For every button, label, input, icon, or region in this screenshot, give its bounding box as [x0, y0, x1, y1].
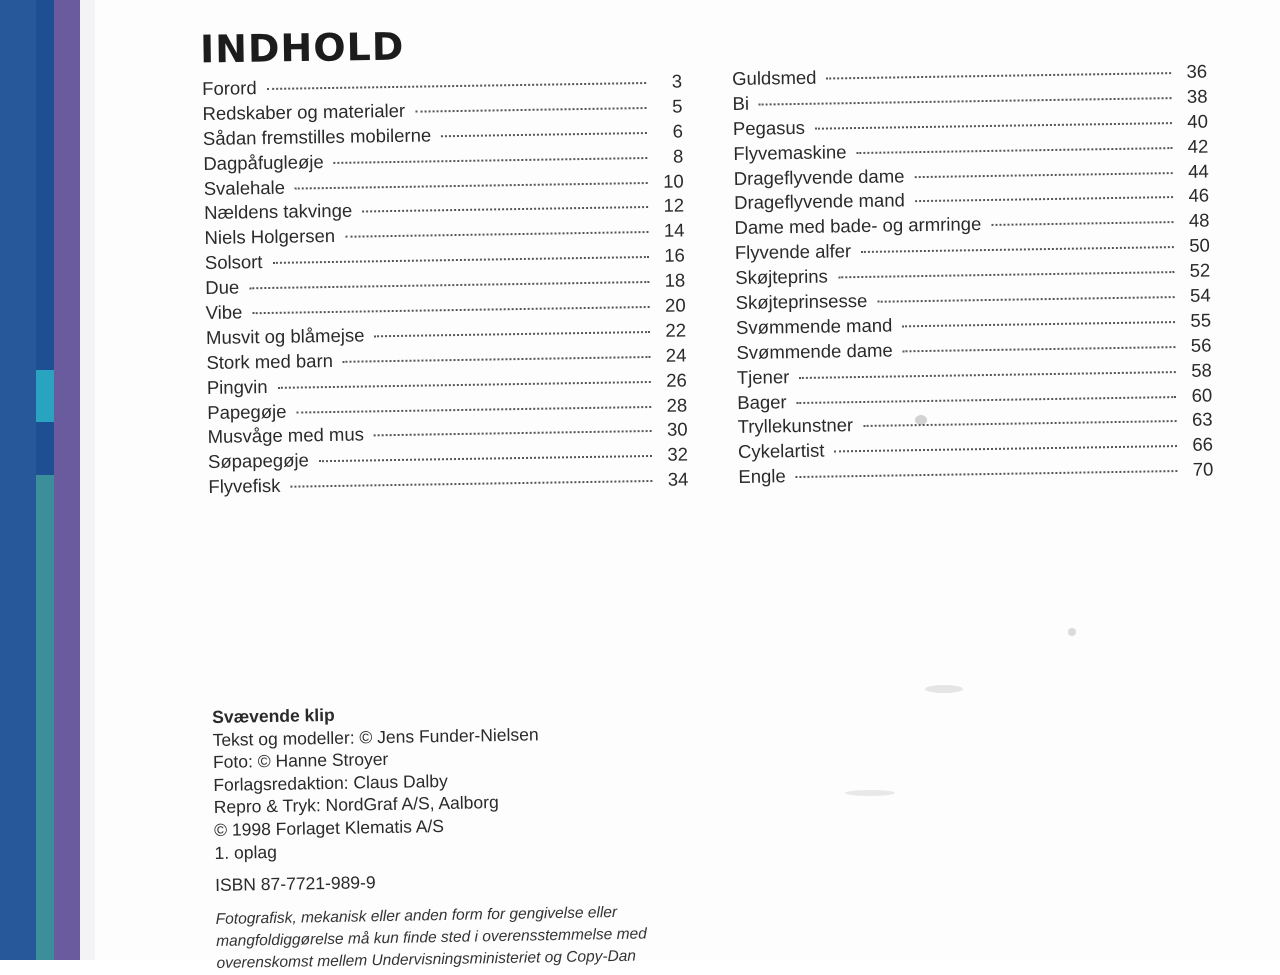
toc-entry-title: Bager	[737, 390, 787, 413]
toc-entry-page: 38	[1186, 85, 1208, 107]
toc-entry-title: Dame med bade- og armringe	[734, 213, 982, 239]
toc-entry-title: Due	[205, 276, 240, 299]
toc-entry-page: 10	[662, 170, 684, 192]
toc-dot-leader	[991, 221, 1173, 226]
imprint-line: Tekst og modeller: © Jens Funder-Nielsen	[212, 723, 539, 750]
book-title: Svævende klip	[212, 704, 335, 727]
toc-entry-title: Tryllekunstner	[737, 414, 854, 438]
toc-dot-leader	[249, 281, 649, 289]
page-title: INDHOLD	[199, 24, 405, 72]
toc-entry-title: Sådan fremstilles mobilerne	[202, 124, 432, 149]
smudge-mark	[845, 790, 895, 796]
toc-entry-page: 70	[1192, 458, 1214, 481]
toc-right-column	[732, 61, 1214, 492]
toc-dot-leader	[290, 480, 652, 488]
toc-entry-title: Vibe	[205, 301, 243, 323]
toc-dot-leader	[334, 157, 648, 164]
toc-entry-page: 56	[1190, 334, 1212, 356]
smudge-mark	[925, 685, 963, 693]
toc-left-column	[202, 70, 689, 501]
toc-entry-title: Pingvin	[206, 375, 268, 398]
toc-entry-title: Flyvende alfer	[734, 240, 852, 264]
toc-dot-leader	[362, 206, 648, 212]
imprint-line: Repro & Tryk: NordGraf A/S, Aalborg	[213, 792, 499, 818]
spine-stripe-blue	[0, 0, 36, 960]
toc-dot-leader	[252, 306, 649, 314]
toc-entry-page: 32	[667, 443, 689, 466]
toc-entry-title: Svalehale	[203, 176, 286, 199]
toc-entry-page: 16	[664, 244, 686, 266]
legal-notice	[216, 900, 737, 975]
spine-stripe-teal	[36, 475, 54, 960]
toc-dot-leader	[796, 470, 1178, 478]
toc-entry-page: 42	[1187, 135, 1209, 157]
toc-entry-page: 22	[665, 319, 687, 341]
toc-entry-page: 46	[1188, 184, 1210, 207]
toc-entry-page: 48	[1188, 209, 1210, 232]
toc-entry-page: 54	[1189, 284, 1211, 306]
toc-entry-page: 18	[664, 269, 686, 291]
toc-entry-page: 34	[667, 468, 689, 490]
toc-entry-title: Papegøje	[207, 400, 287, 423]
toc-entry-title: Bi	[732, 92, 750, 114]
toc-entry-page: 12	[663, 194, 685, 217]
toc-entry-page: 24	[665, 344, 687, 366]
toc-entry-title: Dagpåfugleøje	[203, 150, 324, 174]
imprint-line: © 1998 Forlaget Klematis A/S	[213, 815, 445, 840]
toc-entry-page: 55	[1190, 309, 1212, 331]
toc-dot-leader	[856, 147, 1172, 154]
toc-entry-title: Musvit og blåmejse	[205, 324, 365, 348]
toc-entry-title: Musvåge med mus	[207, 423, 365, 448]
toc-entry-page: 66	[1192, 433, 1214, 456]
toc-dot-leader	[343, 356, 651, 363]
toc-entry-title: Svømmende dame	[736, 339, 893, 363]
toc-dot-leader	[826, 72, 1171, 79]
toc-dot-leader	[319, 455, 652, 462]
toc-entry-title: Svømmende mand	[735, 314, 893, 338]
toc-entry-page: 8	[672, 145, 684, 167]
toc-entry-title: Skøjteprinsesse	[735, 289, 868, 313]
imprint-line: 1. oplag	[214, 841, 278, 863]
toc-entry-page: 50	[1189, 234, 1211, 257]
toc-entry-page: 20	[664, 294, 686, 316]
toc-dot-leader	[834, 445, 1177, 452]
toc-entry-title: Skøjteprins	[735, 265, 828, 289]
toc-entry-title: Solsort	[204, 251, 263, 274]
toc-dot-leader	[267, 82, 646, 90]
toc-entry-page: 6	[672, 120, 684, 142]
toc-entry-title: Niels Holgersen	[204, 225, 336, 249]
toc-entry-page: 63	[1191, 408, 1213, 431]
toc-entry-title: Drageflyvende mand	[733, 189, 905, 214]
toc-dot-leader	[272, 256, 648, 264]
toc-dot-leader	[915, 197, 1173, 203]
toc-dot-leader	[278, 381, 651, 389]
isbn: ISBN 87-7721-989-9	[214, 872, 376, 896]
toc-dot-leader	[296, 406, 651, 414]
spine-page-edge	[80, 0, 96, 960]
toc-entry-page: 14	[663, 219, 685, 242]
toc-dot-leader	[902, 321, 1175, 327]
toc-entry-page: 60	[1191, 384, 1213, 406]
toc-entry-title: Engle	[738, 465, 786, 488]
toc-dot-leader	[759, 97, 1172, 105]
toc-entry-title: Redskaber og materialer	[202, 99, 406, 124]
toc-entry-page: 36	[1186, 60, 1208, 82]
toc-entry-title: Tjener	[736, 365, 790, 388]
toc-entry-title: Forord	[202, 77, 257, 99]
smudge-mark	[1068, 628, 1076, 636]
toc-entry-page: 28	[666, 393, 688, 416]
toc-dot-leader	[374, 430, 652, 436]
toc-dot-leader	[295, 182, 648, 190]
legal-line: Fotografisk, mekanisk eller anden form for gengivelse eller	[215, 903, 618, 928]
toc-dot-leader	[914, 172, 1172, 178]
toc-dot-leader	[838, 271, 1174, 278]
imprint-block	[212, 697, 737, 975]
toc-entry-title: Stork med barn	[206, 349, 334, 373]
legal-line: overenskomst mellem Undervisningsministeriet og Copy-Dan	[216, 947, 637, 972]
toc-entry-page: 40	[1187, 110, 1209, 132]
toc-dot-leader	[861, 246, 1174, 253]
toc-entry-title: Flyvefisk	[208, 475, 281, 498]
toc-dot-leader	[903, 346, 1176, 352]
book-spine	[0, 0, 95, 960]
toc-dot-leader	[863, 421, 1176, 428]
toc-entry-title: Cykelartist	[737, 439, 825, 463]
toc-entry-page: 30	[666, 418, 688, 441]
toc-dot-leader	[799, 371, 1176, 379]
toc-entry-page: 44	[1187, 160, 1209, 182]
legal-line: mangfoldiggørelse må kun finde sted i overensstemmelse med	[215, 925, 647, 950]
toc-entry-title: Pegasus	[732, 116, 806, 139]
toc-dot-leader	[815, 122, 1172, 130]
toc-entry-page: 26	[666, 369, 687, 391]
toc-entry-title: Nældens takvinge	[203, 200, 353, 224]
toc-entry-page: 5	[672, 95, 683, 117]
toc-entry-title: Drageflyvende dame	[733, 164, 905, 189]
imprint-line: Forlagsredaktion: Claus Dalby	[213, 770, 448, 795]
toc-dot-leader	[374, 331, 650, 337]
toc-entry-page: 52	[1189, 259, 1211, 281]
spine-stripe-purple	[54, 0, 80, 960]
spine-stripe-cyan	[36, 370, 54, 422]
toc-dot-leader	[877, 296, 1174, 303]
toc-entry-page: 3	[671, 70, 683, 92]
toc-dot-leader	[415, 107, 646, 113]
imprint-line: Foto: © Hanne Stroyer	[212, 749, 389, 773]
toc-entry-title: Guldsmed	[732, 66, 817, 89]
toc-entry-page: 58	[1191, 359, 1212, 381]
toc-dot-leader	[345, 231, 648, 238]
toc-dot-leader	[441, 132, 647, 137]
toc-entry-title: Søpapegøje	[207, 449, 309, 473]
toc-dot-leader	[797, 396, 1177, 404]
toc-entry-title: Flyvemaskine	[733, 140, 847, 164]
